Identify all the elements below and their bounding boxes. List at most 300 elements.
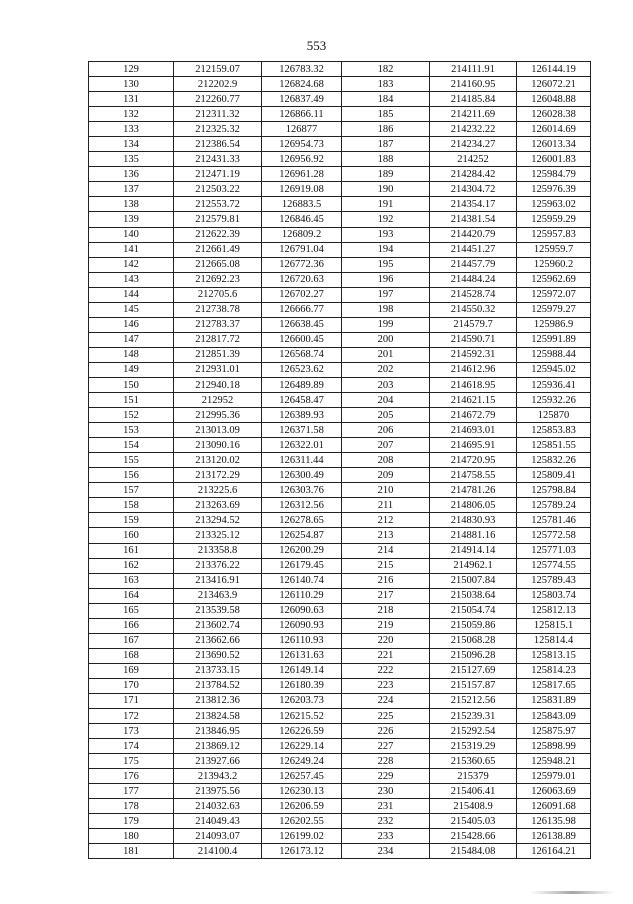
y-coordinate-cell: 125831.89 [517, 693, 591, 708]
point-number-cell: 187 [342, 137, 430, 152]
point-number-cell: 204 [342, 393, 430, 408]
point-number-cell: 208 [342, 453, 430, 468]
y-coordinate-cell: 125936.41 [517, 377, 591, 392]
x-coordinate-cell: 213846.95 [174, 724, 262, 739]
point-number-cell: 140 [89, 227, 174, 242]
y-coordinate-cell: 125875.97 [517, 724, 591, 739]
table-row [89, 122, 591, 137]
y-coordinate-cell: 125972.07 [517, 287, 591, 302]
x-coordinate-cell: 214185.84 [430, 92, 517, 107]
point-number-cell: 132 [89, 107, 174, 122]
coordinates-table [88, 61, 591, 859]
point-number-cell: 149 [89, 362, 174, 377]
y-coordinate-cell: 126956.92 [262, 152, 342, 167]
table-row [89, 137, 591, 152]
point-number-cell: 229 [342, 769, 430, 784]
point-number-cell: 168 [89, 648, 174, 663]
point-number-cell: 206 [342, 423, 430, 438]
x-coordinate-cell: 214234.27 [430, 137, 517, 152]
y-coordinate-cell: 126312.56 [262, 498, 342, 513]
x-coordinate-cell: 215007.84 [430, 573, 517, 588]
y-coordinate-cell: 126666.77 [262, 302, 342, 317]
x-coordinate-cell: 212622.39 [174, 227, 262, 242]
point-number-cell: 223 [342, 678, 430, 693]
point-number-cell: 157 [89, 483, 174, 498]
x-coordinate-cell: 214612.96 [430, 362, 517, 377]
point-number-cell: 176 [89, 769, 174, 784]
point-number-cell: 191 [342, 197, 430, 212]
table-row [89, 393, 591, 408]
table-row [89, 603, 591, 618]
x-coordinate-cell: 214781.26 [430, 483, 517, 498]
table-row [89, 468, 591, 483]
x-coordinate-cell: 213120.02 [174, 453, 262, 468]
point-number-cell: 130 [89, 77, 174, 92]
x-coordinate-cell: 215212.56 [430, 693, 517, 708]
table-row [89, 663, 591, 678]
x-coordinate-cell: 214049.43 [174, 814, 262, 829]
point-number-cell: 182 [342, 62, 430, 77]
x-coordinate-cell: 214618.95 [430, 377, 517, 392]
x-coordinate-cell: 215406.41 [430, 784, 517, 799]
y-coordinate-cell: 125798.84 [517, 483, 591, 498]
x-coordinate-cell: 214695.91 [430, 438, 517, 453]
x-coordinate-cell: 212931.01 [174, 362, 262, 377]
x-coordinate-cell: 214693.01 [430, 423, 517, 438]
point-number-cell: 164 [89, 588, 174, 603]
point-number-cell: 178 [89, 799, 174, 814]
table-row [89, 227, 591, 242]
y-coordinate-cell: 126254.87 [262, 528, 342, 543]
x-coordinate-cell: 214420.79 [430, 227, 517, 242]
y-coordinate-cell: 126371.58 [262, 423, 342, 438]
table-row [89, 212, 591, 227]
point-number-cell: 211 [342, 498, 430, 513]
x-coordinate-cell: 215319.29 [430, 739, 517, 754]
x-coordinate-cell: 214457.79 [430, 257, 517, 272]
table-row [89, 197, 591, 212]
x-coordinate-cell: 213602.74 [174, 618, 262, 633]
x-coordinate-cell: 214579.7 [430, 317, 517, 332]
x-coordinate-cell: 215059.86 [430, 618, 517, 633]
x-coordinate-cell: 215484.08 [430, 844, 517, 859]
y-coordinate-cell: 126702.27 [262, 287, 342, 302]
table-row [89, 453, 591, 468]
y-coordinate-cell: 125963.02 [517, 197, 591, 212]
point-number-cell: 136 [89, 167, 174, 182]
point-number-cell: 215 [342, 558, 430, 573]
table-row [89, 693, 591, 708]
table-row [89, 152, 591, 167]
x-coordinate-cell: 215054.74 [430, 603, 517, 618]
y-coordinate-cell: 125814.4 [517, 633, 591, 648]
point-number-cell: 135 [89, 152, 174, 167]
y-coordinate-cell: 126014.69 [517, 122, 591, 137]
point-number-cell: 217 [342, 588, 430, 603]
y-coordinate-cell: 126919.08 [262, 182, 342, 197]
y-coordinate-cell: 126322.01 [262, 438, 342, 453]
point-number-cell: 148 [89, 347, 174, 362]
point-number-cell: 171 [89, 693, 174, 708]
y-coordinate-cell: 126149.14 [262, 663, 342, 678]
y-coordinate-cell: 126090.93 [262, 618, 342, 633]
point-number-cell: 141 [89, 242, 174, 257]
y-coordinate-cell: 125979.27 [517, 302, 591, 317]
point-number-cell: 190 [342, 182, 430, 197]
x-coordinate-cell: 212260.77 [174, 92, 262, 107]
table-row [89, 92, 591, 107]
point-number-cell: 188 [342, 152, 430, 167]
table-row [89, 107, 591, 122]
point-number-cell: 167 [89, 633, 174, 648]
y-coordinate-cell: 125772.58 [517, 528, 591, 543]
page-number: 553 [306, 38, 327, 53]
y-coordinate-cell: 126249.24 [262, 754, 342, 769]
point-number-cell: 209 [342, 468, 430, 483]
x-coordinate-cell: 214451.27 [430, 242, 517, 257]
y-coordinate-cell: 126458.47 [262, 393, 342, 408]
y-coordinate-cell: 126203.73 [262, 693, 342, 708]
y-coordinate-cell: 125945.02 [517, 362, 591, 377]
y-coordinate-cell: 126110.29 [262, 588, 342, 603]
y-coordinate-cell: 125812.13 [517, 603, 591, 618]
y-coordinate-cell: 126230.13 [262, 784, 342, 799]
table-row [89, 784, 591, 799]
x-coordinate-cell: 212471.19 [174, 167, 262, 182]
point-number-cell: 162 [89, 558, 174, 573]
point-number-cell: 218 [342, 603, 430, 618]
x-coordinate-cell: 214211.69 [430, 107, 517, 122]
y-coordinate-cell: 126091.68 [517, 799, 591, 814]
y-coordinate-cell: 126961.28 [262, 167, 342, 182]
x-coordinate-cell: 213824.58 [174, 709, 262, 724]
x-coordinate-cell: 215408.9 [430, 799, 517, 814]
point-number-cell: 138 [89, 197, 174, 212]
x-coordinate-cell: 212665.08 [174, 257, 262, 272]
x-coordinate-cell: 213325.12 [174, 528, 262, 543]
table-row [89, 648, 591, 663]
x-coordinate-cell: 214590.71 [430, 332, 517, 347]
point-number-cell: 224 [342, 693, 430, 708]
x-coordinate-cell: 213927.66 [174, 754, 262, 769]
x-coordinate-cell: 214484.24 [430, 272, 517, 287]
y-coordinate-cell: 126090.63 [262, 603, 342, 618]
point-number-cell: 154 [89, 438, 174, 453]
y-coordinate-cell: 125803.74 [517, 588, 591, 603]
x-coordinate-cell: 212325.32 [174, 122, 262, 137]
point-number-cell: 159 [89, 513, 174, 528]
table-row [89, 558, 591, 573]
point-number-cell: 186 [342, 122, 430, 137]
point-number-cell: 225 [342, 709, 430, 724]
x-coordinate-cell: 214354.17 [430, 197, 517, 212]
x-coordinate-cell: 213662.66 [174, 633, 262, 648]
y-coordinate-cell: 126568.74 [262, 347, 342, 362]
x-coordinate-cell: 213172.29 [174, 468, 262, 483]
x-coordinate-cell: 215428.66 [430, 829, 517, 844]
y-coordinate-cell: 126179.45 [262, 558, 342, 573]
point-number-cell: 151 [89, 393, 174, 408]
y-coordinate-cell: 126489.89 [262, 377, 342, 392]
table-row [89, 573, 591, 588]
point-number-cell: 183 [342, 77, 430, 92]
x-coordinate-cell: 213463.9 [174, 588, 262, 603]
table-row [89, 543, 591, 558]
point-number-cell: 160 [89, 528, 174, 543]
x-coordinate-cell: 213225.6 [174, 483, 262, 498]
y-coordinate-cell: 126173.12 [262, 844, 342, 859]
x-coordinate-cell: 212431.33 [174, 152, 262, 167]
x-coordinate-cell: 212783.37 [174, 317, 262, 332]
y-coordinate-cell: 125813.15 [517, 648, 591, 663]
x-coordinate-cell: 213733.15 [174, 663, 262, 678]
x-coordinate-cell: 214032.63 [174, 799, 262, 814]
table-row [89, 182, 591, 197]
table-row [89, 528, 591, 543]
point-number-cell: 222 [342, 663, 430, 678]
y-coordinate-cell: 126138.89 [517, 829, 591, 844]
table-row [89, 62, 591, 77]
point-number-cell: 203 [342, 377, 430, 392]
x-coordinate-cell: 215360.65 [430, 754, 517, 769]
x-coordinate-cell: 214592.31 [430, 347, 517, 362]
point-number-cell: 179 [89, 814, 174, 829]
y-coordinate-cell: 126809.2 [262, 227, 342, 242]
x-coordinate-cell: 212503.22 [174, 182, 262, 197]
point-number-cell: 230 [342, 784, 430, 799]
y-coordinate-cell: 126206.59 [262, 799, 342, 814]
y-coordinate-cell: 126877 [262, 122, 342, 137]
point-number-cell: 227 [342, 739, 430, 754]
x-coordinate-cell: 215127.69 [430, 663, 517, 678]
x-coordinate-cell: 212692.23 [174, 272, 262, 287]
point-number-cell: 198 [342, 302, 430, 317]
x-coordinate-cell: 213812.36 [174, 693, 262, 708]
x-coordinate-cell: 214914.14 [430, 543, 517, 558]
x-coordinate-cell: 213294.52 [174, 513, 262, 528]
x-coordinate-cell: 214093.07 [174, 829, 262, 844]
x-coordinate-cell: 212851.39 [174, 347, 262, 362]
point-number-cell: 228 [342, 754, 430, 769]
y-coordinate-cell: 125781.46 [517, 513, 591, 528]
point-number-cell: 131 [89, 92, 174, 107]
y-coordinate-cell: 125774.55 [517, 558, 591, 573]
y-coordinate-cell: 125789.24 [517, 498, 591, 513]
y-coordinate-cell: 125959.7 [517, 242, 591, 257]
table-row [89, 347, 591, 362]
y-coordinate-cell: 126846.45 [262, 212, 342, 227]
y-coordinate-cell: 125853.83 [517, 423, 591, 438]
table-row [89, 588, 591, 603]
x-coordinate-cell: 214100.4 [174, 844, 262, 859]
point-number-cell: 207 [342, 438, 430, 453]
table-row [89, 678, 591, 693]
point-number-cell: 170 [89, 678, 174, 693]
y-coordinate-cell: 125991.89 [517, 332, 591, 347]
y-coordinate-cell: 126110.93 [262, 633, 342, 648]
point-number-cell: 137 [89, 182, 174, 197]
x-coordinate-cell: 214962.1 [430, 558, 517, 573]
point-number-cell: 161 [89, 543, 174, 558]
point-number-cell: 133 [89, 122, 174, 137]
point-number-cell: 197 [342, 287, 430, 302]
y-coordinate-cell: 125979.01 [517, 769, 591, 784]
point-number-cell: 205 [342, 408, 430, 423]
y-coordinate-cell: 126048.88 [517, 92, 591, 107]
table-row [89, 724, 591, 739]
x-coordinate-cell: 214806.05 [430, 498, 517, 513]
y-coordinate-cell: 126028.38 [517, 107, 591, 122]
x-coordinate-cell: 215379 [430, 769, 517, 784]
point-number-cell: 166 [89, 618, 174, 633]
x-coordinate-cell: 213975.56 [174, 784, 262, 799]
x-coordinate-cell: 214160.95 [430, 77, 517, 92]
x-coordinate-cell: 212817.72 [174, 332, 262, 347]
table-row [89, 739, 591, 754]
y-coordinate-cell: 125843.09 [517, 709, 591, 724]
y-coordinate-cell: 125976.39 [517, 182, 591, 197]
y-coordinate-cell: 126215.52 [262, 709, 342, 724]
x-coordinate-cell: 215096.28 [430, 648, 517, 663]
table-row [89, 257, 591, 272]
point-number-cell: 153 [89, 423, 174, 438]
point-number-cell: 194 [342, 242, 430, 257]
x-coordinate-cell: 213869.12 [174, 739, 262, 754]
x-coordinate-cell: 214881.16 [430, 528, 517, 543]
table-row [89, 332, 591, 347]
point-number-cell: 174 [89, 739, 174, 754]
y-coordinate-cell: 125851.55 [517, 438, 591, 453]
x-coordinate-cell: 214232.22 [430, 122, 517, 137]
y-coordinate-cell: 125962.69 [517, 272, 591, 287]
y-coordinate-cell: 126013.34 [517, 137, 591, 152]
y-coordinate-cell: 126303.76 [262, 483, 342, 498]
coordinates-table-body [89, 62, 591, 859]
table-row [89, 423, 591, 438]
y-coordinate-cell: 125809.41 [517, 468, 591, 483]
x-coordinate-cell: 213013.09 [174, 423, 262, 438]
x-coordinate-cell: 213690.52 [174, 648, 262, 663]
y-coordinate-cell: 125771.03 [517, 543, 591, 558]
x-coordinate-cell: 212553.72 [174, 197, 262, 212]
point-number-cell: 155 [89, 453, 174, 468]
x-coordinate-cell: 214672.79 [430, 408, 517, 423]
table-row [89, 709, 591, 724]
y-coordinate-cell: 126140.74 [262, 573, 342, 588]
y-coordinate-cell: 126783.32 [262, 62, 342, 77]
y-coordinate-cell: 126180.39 [262, 678, 342, 693]
y-coordinate-cell: 126229.14 [262, 739, 342, 754]
x-coordinate-cell: 213090.16 [174, 438, 262, 453]
x-coordinate-cell: 214381.54 [430, 212, 517, 227]
y-coordinate-cell: 126883.5 [262, 197, 342, 212]
point-number-cell: 177 [89, 784, 174, 799]
x-coordinate-cell: 212738.78 [174, 302, 262, 317]
x-coordinate-cell: 215157.87 [430, 678, 517, 693]
point-number-cell: 147 [89, 332, 174, 347]
x-coordinate-cell: 213943.2 [174, 769, 262, 784]
y-coordinate-cell: 126257.45 [262, 769, 342, 784]
table-row [89, 317, 591, 332]
point-number-cell: 233 [342, 829, 430, 844]
x-coordinate-cell: 214252 [430, 152, 517, 167]
point-number-cell: 184 [342, 92, 430, 107]
y-coordinate-cell: 125986.9 [517, 317, 591, 332]
point-number-cell: 173 [89, 724, 174, 739]
table-row [89, 769, 591, 784]
point-number-cell: 175 [89, 754, 174, 769]
point-number-cell: 216 [342, 573, 430, 588]
y-coordinate-cell: 126199.02 [262, 829, 342, 844]
x-coordinate-cell: 212661.49 [174, 242, 262, 257]
table-row [89, 438, 591, 453]
point-number-cell: 181 [89, 844, 174, 859]
x-coordinate-cell: 212159.07 [174, 62, 262, 77]
point-number-cell: 193 [342, 227, 430, 242]
table-row [89, 362, 591, 377]
y-coordinate-cell: 126389.93 [262, 408, 342, 423]
point-number-cell: 189 [342, 167, 430, 182]
x-coordinate-cell: 214720.95 [430, 453, 517, 468]
table-row [89, 377, 591, 392]
y-coordinate-cell: 126523.62 [262, 362, 342, 377]
y-coordinate-cell: 125948.21 [517, 754, 591, 769]
point-number-cell: 200 [342, 332, 430, 347]
point-number-cell: 142 [89, 257, 174, 272]
x-coordinate-cell: 214111.91 [430, 62, 517, 77]
x-coordinate-cell: 214621.15 [430, 393, 517, 408]
x-coordinate-cell: 212311.32 [174, 107, 262, 122]
x-coordinate-cell: 212940.18 [174, 377, 262, 392]
table-row [89, 302, 591, 317]
point-number-cell: 202 [342, 362, 430, 377]
y-coordinate-cell: 126824.68 [262, 77, 342, 92]
point-number-cell: 134 [89, 137, 174, 152]
y-coordinate-cell: 126866.11 [262, 107, 342, 122]
y-coordinate-cell: 126072.21 [517, 77, 591, 92]
point-number-cell: 165 [89, 603, 174, 618]
point-number-cell: 139 [89, 212, 174, 227]
x-coordinate-cell: 212705.6 [174, 287, 262, 302]
y-coordinate-cell: 126720.63 [262, 272, 342, 287]
point-number-cell: 232 [342, 814, 430, 829]
x-coordinate-cell: 214550.32 [430, 302, 517, 317]
point-number-cell: 145 [89, 302, 174, 317]
y-coordinate-cell: 126200.29 [262, 543, 342, 558]
y-coordinate-cell: 126638.45 [262, 317, 342, 332]
y-coordinate-cell: 126791.04 [262, 242, 342, 257]
point-number-cell: 234 [342, 844, 430, 859]
table-row [89, 618, 591, 633]
y-coordinate-cell: 126226.59 [262, 724, 342, 739]
point-number-cell: 185 [342, 107, 430, 122]
y-coordinate-cell: 126278.65 [262, 513, 342, 528]
y-coordinate-cell: 125957.83 [517, 227, 591, 242]
x-coordinate-cell: 212386.54 [174, 137, 262, 152]
point-number-cell: 210 [342, 483, 430, 498]
y-coordinate-cell: 126131.63 [262, 648, 342, 663]
y-coordinate-cell: 125870 [517, 408, 591, 423]
y-coordinate-cell: 126600.45 [262, 332, 342, 347]
point-number-cell: 169 [89, 663, 174, 678]
x-coordinate-cell: 213539.58 [174, 603, 262, 618]
x-coordinate-cell: 214284.42 [430, 167, 517, 182]
y-coordinate-cell: 125984.79 [517, 167, 591, 182]
point-number-cell: 196 [342, 272, 430, 287]
table-row [89, 814, 591, 829]
x-coordinate-cell: 215038.64 [430, 588, 517, 603]
x-coordinate-cell: 213416.91 [174, 573, 262, 588]
